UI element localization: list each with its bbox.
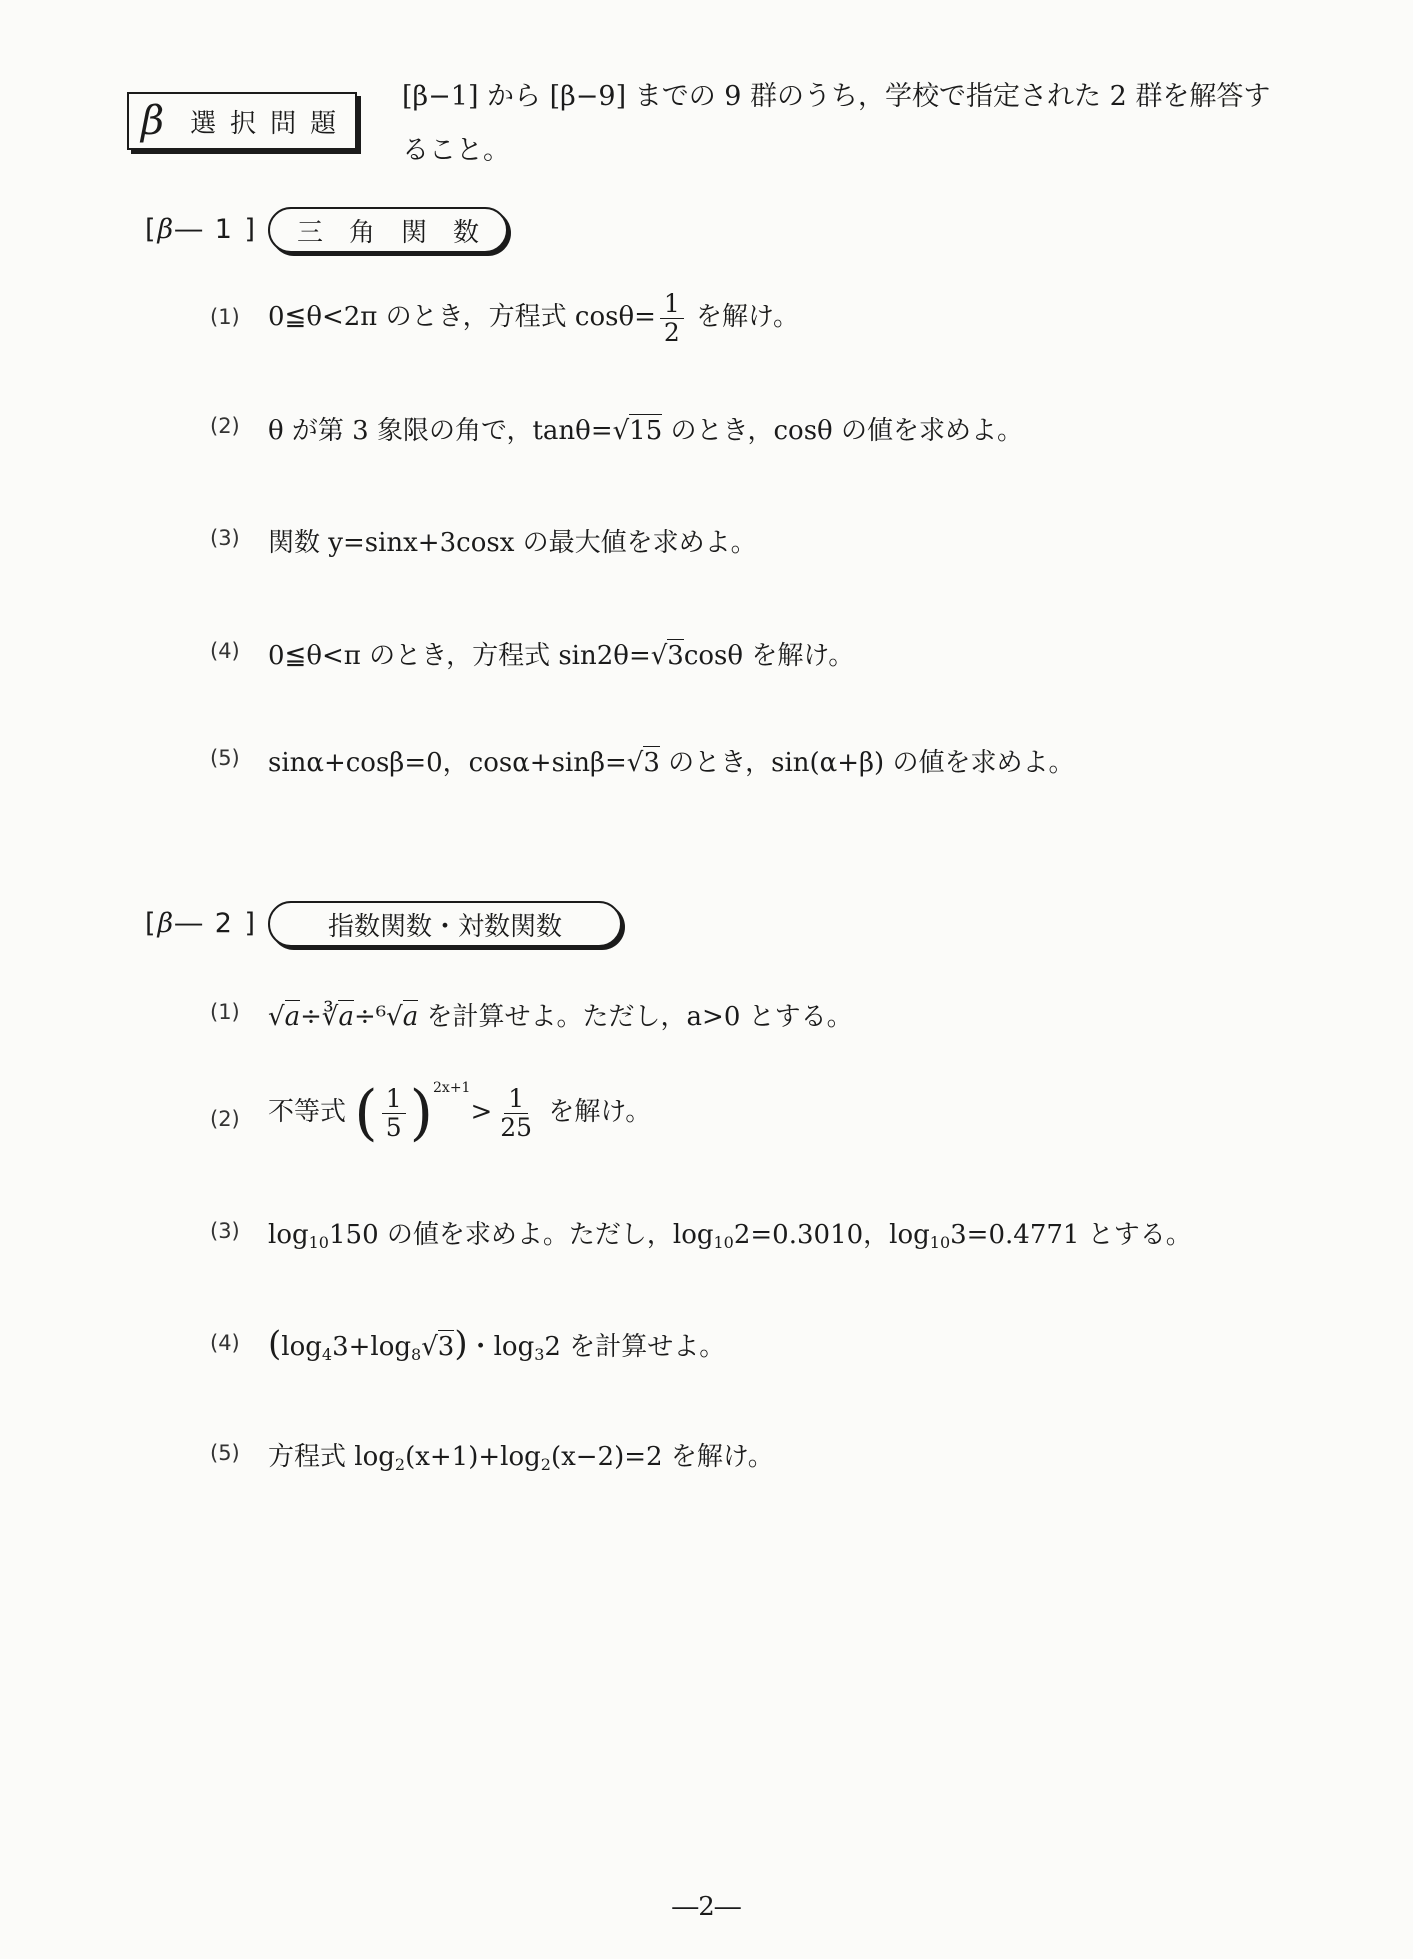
question-b1-3: 関数 y=sinx+3cosx の最大値を求めよ。 xyxy=(268,528,757,558)
section-id-b1: [β― 1 ] xyxy=(145,214,258,245)
q-number: (3) xyxy=(210,1219,240,1243)
section-id-b2: [β― 2 ] xyxy=(145,908,258,939)
q-number: (5) xyxy=(210,1441,240,1465)
question-b2-2: 不等式 ( $\frac{1}{5}$ )$^{2x+1}$> $\frac{1}{25}$ を解け。 xyxy=(268,1078,652,1148)
question-b1-5: sinα+cosβ=0，cosα+sinβ=√3 のとき，sin(α+β) の値を求めよ。 xyxy=(268,748,1075,778)
fraction: $\frac{1}{2}$ xyxy=(660,290,684,346)
q-number: (1) xyxy=(210,1000,240,1024)
beta-symbol: β xyxy=(141,98,165,144)
question-b2-5: 方程式 $\log_2(x+1)+\log_2(x-2)=2$ を解け。 xyxy=(268,1442,774,1474)
question-b1-2: θ が第 3 象限の角で，tanθ=√15 のとき，cosθ の値を求めよ。 xyxy=(268,416,1023,446)
q-number: (4) xyxy=(210,639,240,663)
intro-line-1: [β−1] から [β−9] までの 9 群のうち，学校で指定された 2 群を解答す xyxy=(402,81,1271,112)
intro-text xyxy=(402,70,1322,178)
page-number: ―2― xyxy=(672,1892,741,1922)
question-b2-4: $(\log_43+\log_8√3)$・$\log_32$ を計算せよ。 xyxy=(268,1324,726,1364)
question-b1-4: 0≦θ<π のとき，方程式 sin2θ=√3cosθ を解け。 xyxy=(268,641,855,671)
question-b1-1: 0≦θ<2π のとき，方程式 cosθ= $\frac{1}{2}$ を解け。 xyxy=(268,289,800,347)
q-number: (2) xyxy=(210,414,240,438)
q-number: (4) xyxy=(210,1331,240,1355)
q-number: (5) xyxy=(210,746,240,770)
q-number: (3) xyxy=(210,526,240,550)
fraction: $\frac{1}{5}$ xyxy=(382,1085,406,1141)
intro-line-2: ること。 xyxy=(402,135,510,166)
section-title-b2: 指数関数・対数関数 xyxy=(268,901,622,947)
fraction: $\frac{1}{25}$ xyxy=(500,1084,533,1142)
question-b2-1: √a÷∛a÷⁶√a を計算せよ。ただし，a>0 とする。 xyxy=(268,1002,853,1032)
q-number: (2) xyxy=(210,1107,240,1131)
section-title-b1: 三 角 関 数 xyxy=(268,207,508,253)
question-b2-3: $\log_{10}150$ の値を求めよ。ただし，$\log_{10}2=0.3010$，$\log_{10}3=0.4771$ とする。 xyxy=(268,1220,1192,1252)
section-header-label: 選択問題 xyxy=(190,108,351,139)
section-header-box xyxy=(127,92,357,150)
q-number: (1) xyxy=(210,305,240,329)
